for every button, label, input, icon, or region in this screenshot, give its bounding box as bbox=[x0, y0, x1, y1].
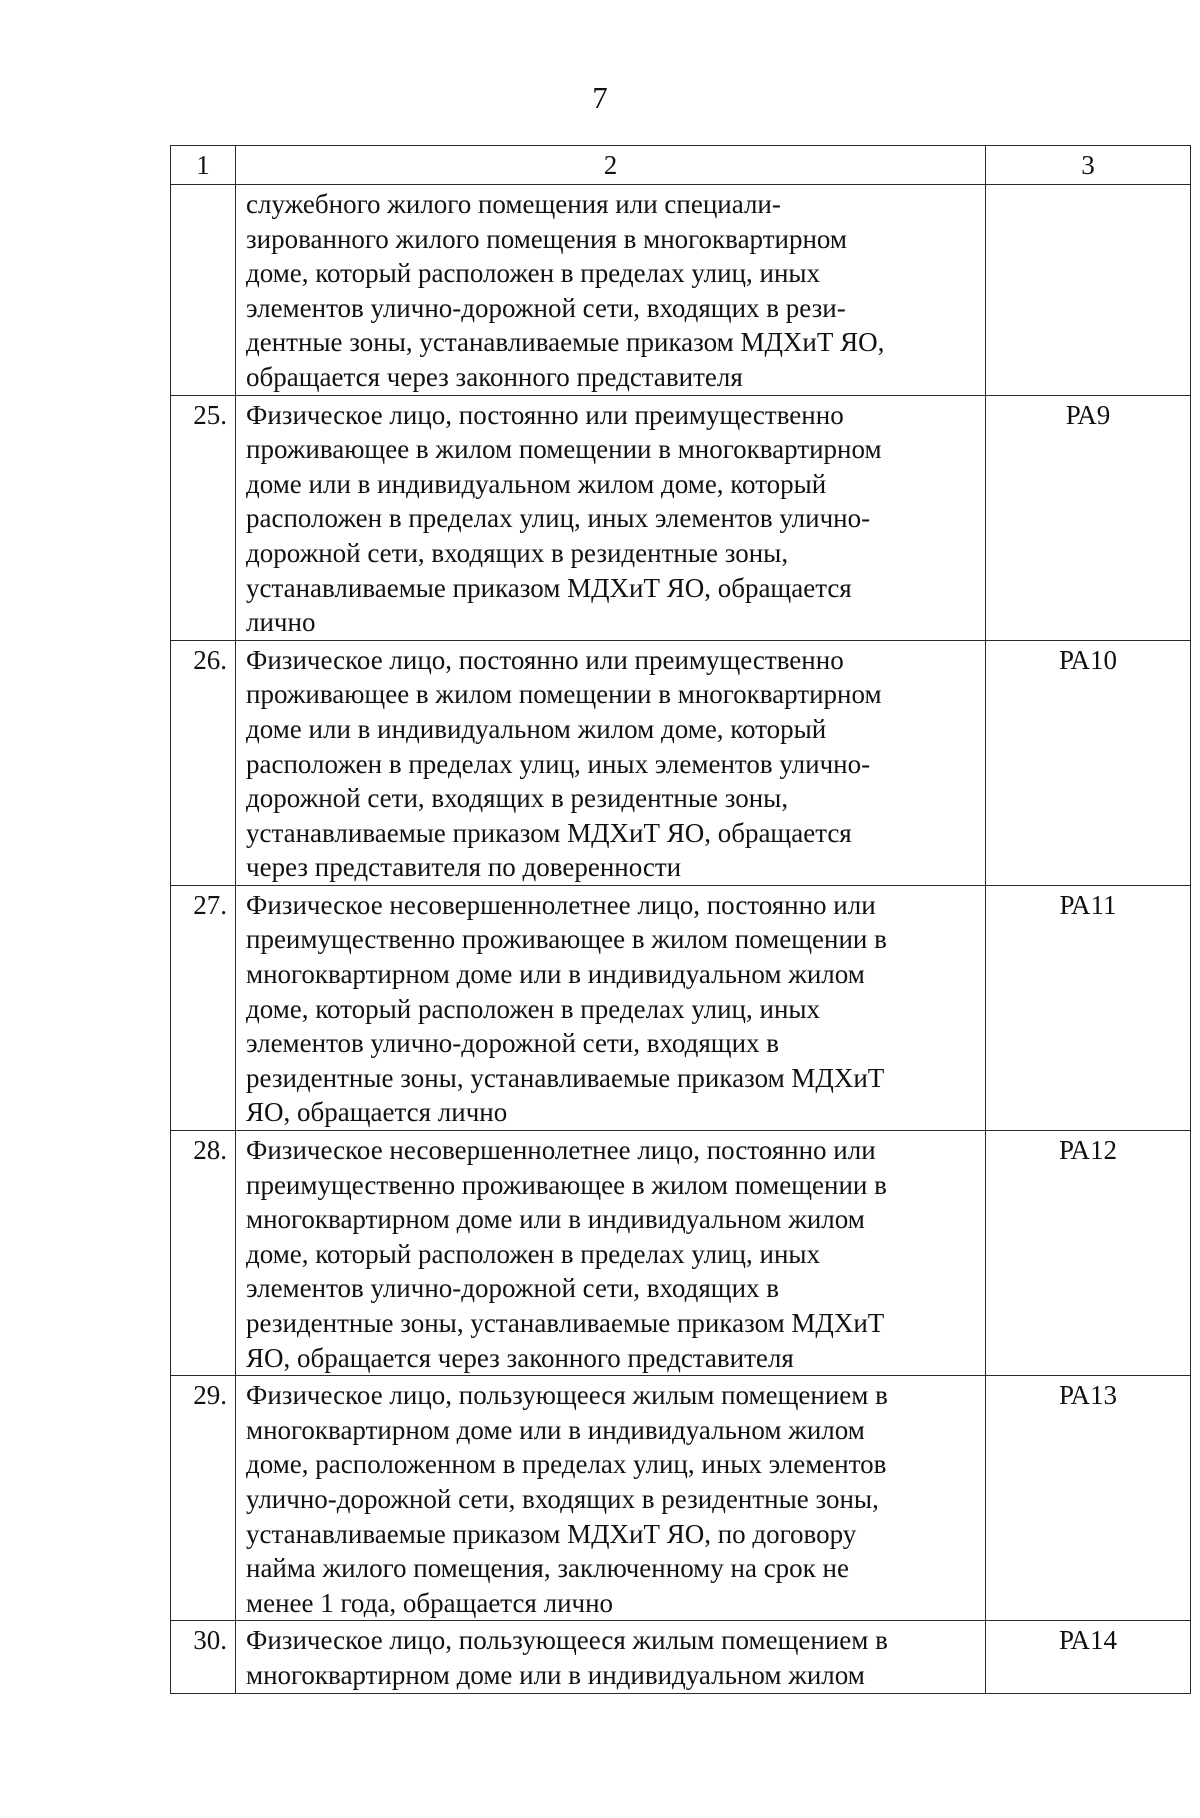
text-line: обращается через законного представителя bbox=[246, 361, 743, 392]
text-line: лично bbox=[246, 607, 316, 638]
table-row bbox=[171, 885, 1191, 1130]
text-line: резидентные зоны, устанавливаемые приказом МДХиТ bbox=[246, 1308, 885, 1338]
column-header-3: 3 bbox=[986, 146, 1191, 185]
text-line: служебного жилого помещения или специали- bbox=[246, 189, 781, 219]
text-line: Физическое несовершеннолетнее лицо, постоянно или bbox=[246, 1135, 876, 1166]
row-code: РА10 bbox=[986, 640, 1191, 885]
row-code bbox=[986, 185, 1191, 396]
text-line: улично-дорожной сети, входящих в резидентные зоны, bbox=[246, 1483, 879, 1514]
text-line: доме, который расположен в пределах улиц, иных bbox=[246, 258, 821, 289]
text-line: через представителя по доверенности bbox=[246, 852, 682, 883]
row-code: РА14 bbox=[986, 1621, 1191, 1693]
row-number: 26. bbox=[171, 640, 236, 885]
text-line: проживающее в жилом помещении в многоквартирном bbox=[246, 679, 882, 710]
table-row bbox=[171, 1131, 1191, 1376]
table-header-row bbox=[171, 146, 1191, 185]
row-number: 30. bbox=[171, 1621, 236, 1693]
text-line: элементов улично-дорожной сети, входящих в bbox=[246, 1028, 780, 1059]
text-line: доме или в индивидуальном жилом доме, который bbox=[246, 713, 827, 744]
text-line: ЯО, обращается лично bbox=[246, 1097, 508, 1128]
row-number: 28. bbox=[171, 1131, 236, 1376]
row-description bbox=[236, 185, 986, 396]
text-line: многоквартирном доме или в индивидуальном жилом bbox=[246, 959, 865, 990]
row-code: РА9 bbox=[986, 395, 1191, 640]
table-row bbox=[171, 1376, 1191, 1621]
text-line: менее 1 года, обращается лично bbox=[246, 1587, 614, 1618]
table-row bbox=[171, 185, 1191, 396]
text-line: доме, расположенном в пределах улиц, иных элементов bbox=[246, 1449, 887, 1480]
text-line: Физическое лицо, пользующееся жилым помещением в bbox=[246, 1380, 888, 1411]
text-line: резидентные зоны, устанавливаемые приказом МДХиТ bbox=[246, 1062, 885, 1093]
text-line: Физическое лицо, постоянно или преимущественно bbox=[246, 644, 844, 675]
text-line: Физическое несовершеннолетнее лицо, постоянно или bbox=[246, 889, 876, 920]
row-description bbox=[236, 395, 986, 640]
table-row bbox=[171, 395, 1191, 640]
text-line: расположен в пределах улиц, иных элементов улично- bbox=[246, 748, 871, 779]
table-row bbox=[171, 640, 1191, 885]
text-line: элементов улично-дорожной сети, входящих в рези- bbox=[246, 292, 846, 323]
row-description bbox=[236, 1131, 986, 1376]
row-description bbox=[236, 885, 986, 1130]
text-line: дорожной сети, входящих в резидентные зоны, bbox=[246, 537, 789, 568]
table-row bbox=[171, 1621, 1191, 1693]
text-line: многоквартирном доме или в индивидуальном жилом bbox=[246, 1659, 865, 1690]
text-line: устанавливаемые приказом МДХиТ ЯО, по договору bbox=[246, 1518, 857, 1549]
text-line: элементов улично-дорожной сети, входящих в bbox=[246, 1273, 780, 1304]
row-code: РА11 bbox=[986, 885, 1191, 1130]
page-number: 7 bbox=[592, 80, 608, 115]
text-line: многоквартирном доме или в индивидуальном жилом bbox=[246, 1414, 865, 1445]
text-line: преимущественно проживающее в жилом помещении в bbox=[246, 924, 887, 955]
text-line: доме, который расположен в пределах улиц, иных bbox=[246, 993, 821, 1024]
row-number: 29. bbox=[171, 1376, 236, 1621]
row-description bbox=[236, 1621, 986, 1693]
row-number bbox=[171, 185, 236, 396]
row-code: РА12 bbox=[986, 1131, 1191, 1376]
column-header-1: 1 bbox=[171, 146, 236, 185]
row-number: 25. bbox=[171, 395, 236, 640]
column-header-2: 2 bbox=[236, 146, 986, 185]
text-line: зированного жилого помещения в многоквартирном bbox=[246, 223, 847, 254]
text-line: доме, который расположен в пределах улиц, иных bbox=[246, 1238, 821, 1269]
text-line: ЯО, обращается через законного представителя bbox=[246, 1342, 794, 1373]
row-code: РА13 bbox=[986, 1376, 1191, 1621]
row-description bbox=[236, 640, 986, 885]
text-line: дорожной сети, входящих в резидентные зоны, bbox=[246, 783, 789, 814]
text-line: найма жилого помещения, заключенному на срок не bbox=[246, 1553, 849, 1584]
text-line: устанавливаемые приказом МДХиТ ЯО, обращается bbox=[246, 817, 852, 848]
text-line: доме или в индивидуальном жилом доме, который bbox=[246, 468, 827, 499]
text-line: Физическое лицо, постоянно или преимущественно bbox=[246, 399, 844, 430]
row-number: 27. bbox=[171, 885, 236, 1130]
row-description bbox=[236, 1376, 986, 1621]
document-table bbox=[170, 145, 1191, 1694]
text-line: многоквартирном доме или в индивидуальном жилом bbox=[246, 1204, 865, 1235]
text-line: устанавливаемые приказом МДХиТ ЯО, обращается bbox=[246, 572, 852, 603]
text-line: Физическое лицо, пользующееся жилым помещением в bbox=[246, 1625, 888, 1656]
text-line: дентные зоны, устанавливаемые приказом МДХиТ ЯО, bbox=[246, 327, 885, 358]
text-line: преимущественно проживающее в жилом помещении в bbox=[246, 1169, 887, 1200]
text-line: расположен в пределах улиц, иных элементов улично- bbox=[246, 503, 871, 534]
text-line: проживающее в жилом помещении в многоквартирном bbox=[246, 434, 882, 465]
